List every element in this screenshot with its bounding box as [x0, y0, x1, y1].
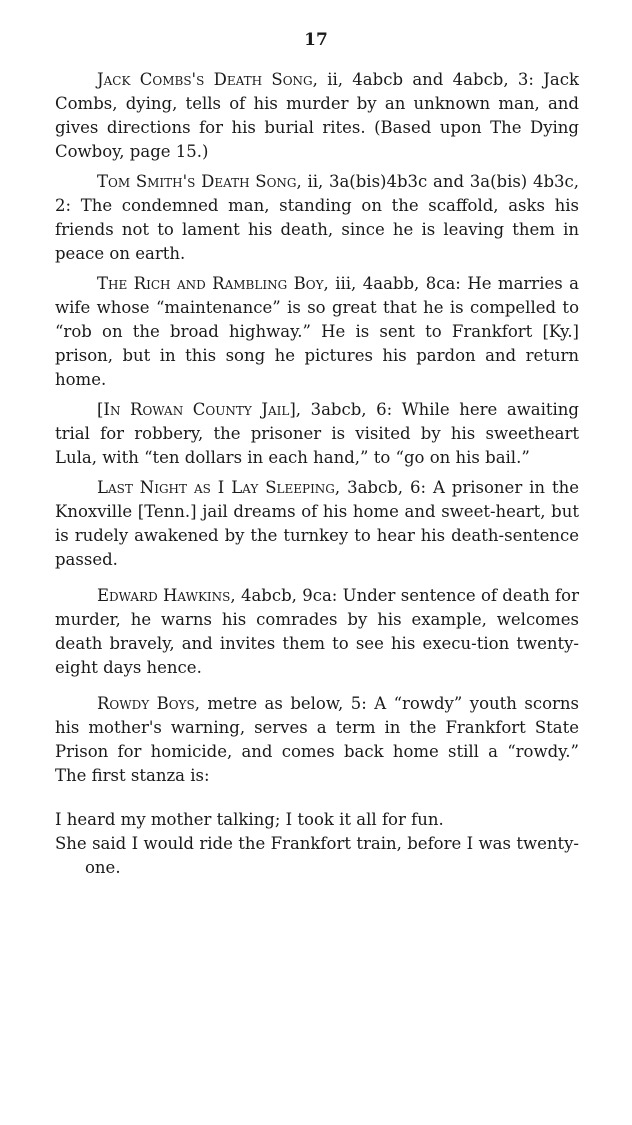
entry-title: Tom Smith's Death Song	[97, 172, 297, 191]
page-number: 17	[304, 30, 328, 50]
entry-title: Edward Hawkins	[97, 586, 231, 605]
verse-line: I heard my mother talking; I took it all for fun.	[55, 810, 444, 829]
entry-title: Rowdy Boys	[97, 694, 195, 713]
song-entries	[55, 68, 579, 880]
entry-title: [In Rowan County Jail]	[97, 400, 296, 419]
entry-text: , iii, 4aabb, 8ca: He marries a wife whose “maintenance” is so great that he is compelled to “rob on the broad highway.” He is sent to Frankfort [Ky.] prison, but in this song he pictures his pardon and return home.	[55, 274, 579, 389]
entry-title: The Rich and Rambling Boy	[97, 274, 324, 293]
entry-tom-smith	[55, 170, 579, 266]
entry-title: Last Night as I Lay Sleeping	[97, 478, 335, 497]
entry-rich-and-rambling-boy	[55, 272, 579, 392]
entry-title: Jack Combs's Death Song	[97, 70, 313, 89]
entry-text: , metre as below, 5: A “rowdy” youth scorns his mother's warning, serves a term in the Frankfort State Prison for homicide, and comes back home still a “rowdy.” The first stanza is:	[55, 694, 579, 785]
entry-jack-combs	[55, 68, 579, 164]
verse-stanza	[55, 808, 579, 880]
entry-rowan-county-jail	[55, 398, 579, 470]
entry-last-night	[55, 476, 579, 572]
entry-rowdy-boys	[55, 692, 579, 788]
entry-text: , 4abcb, 9ca: Under sentence of death for murder, he warns his comrades by his example, welcomes death bravely, and invites them to see his execu-tion twenty-eight days hence.	[55, 586, 579, 677]
entry-text: , 3abcb, 6: A prisoner in the Knoxville [Tenn.] jail dreams of his home and sweet-heart, but is rudely awakened by the turnkey to hear his death-sentence passed.	[55, 478, 579, 569]
entry-text: , ii, 4abcb and 4abcb, 3: Jack Combs, dying, tells of his murder by an unknown man, and gives directions for his burial rites. (Based upon The Dying Cowboy, page 15.)	[55, 70, 579, 161]
entry-edward-hawkins	[55, 584, 579, 680]
verse-line: She said I would ride the Frankfort train, before I was twenty-one.	[55, 834, 579, 877]
entry-text: , ii, 3a(bis)4b3c and 3a(bis) 4b3c, 2: The condemned man, standing on the scaffold, asks his friends not to lament his death, since he is leaving them in peace on earth.	[55, 172, 579, 263]
entry-text: , 3abcb, 6: While here awaiting trial for robbery, the prisoner is visited by his sweetheart Lula, with “ten dollars in each hand,” to “go on his bail.”	[55, 400, 579, 467]
